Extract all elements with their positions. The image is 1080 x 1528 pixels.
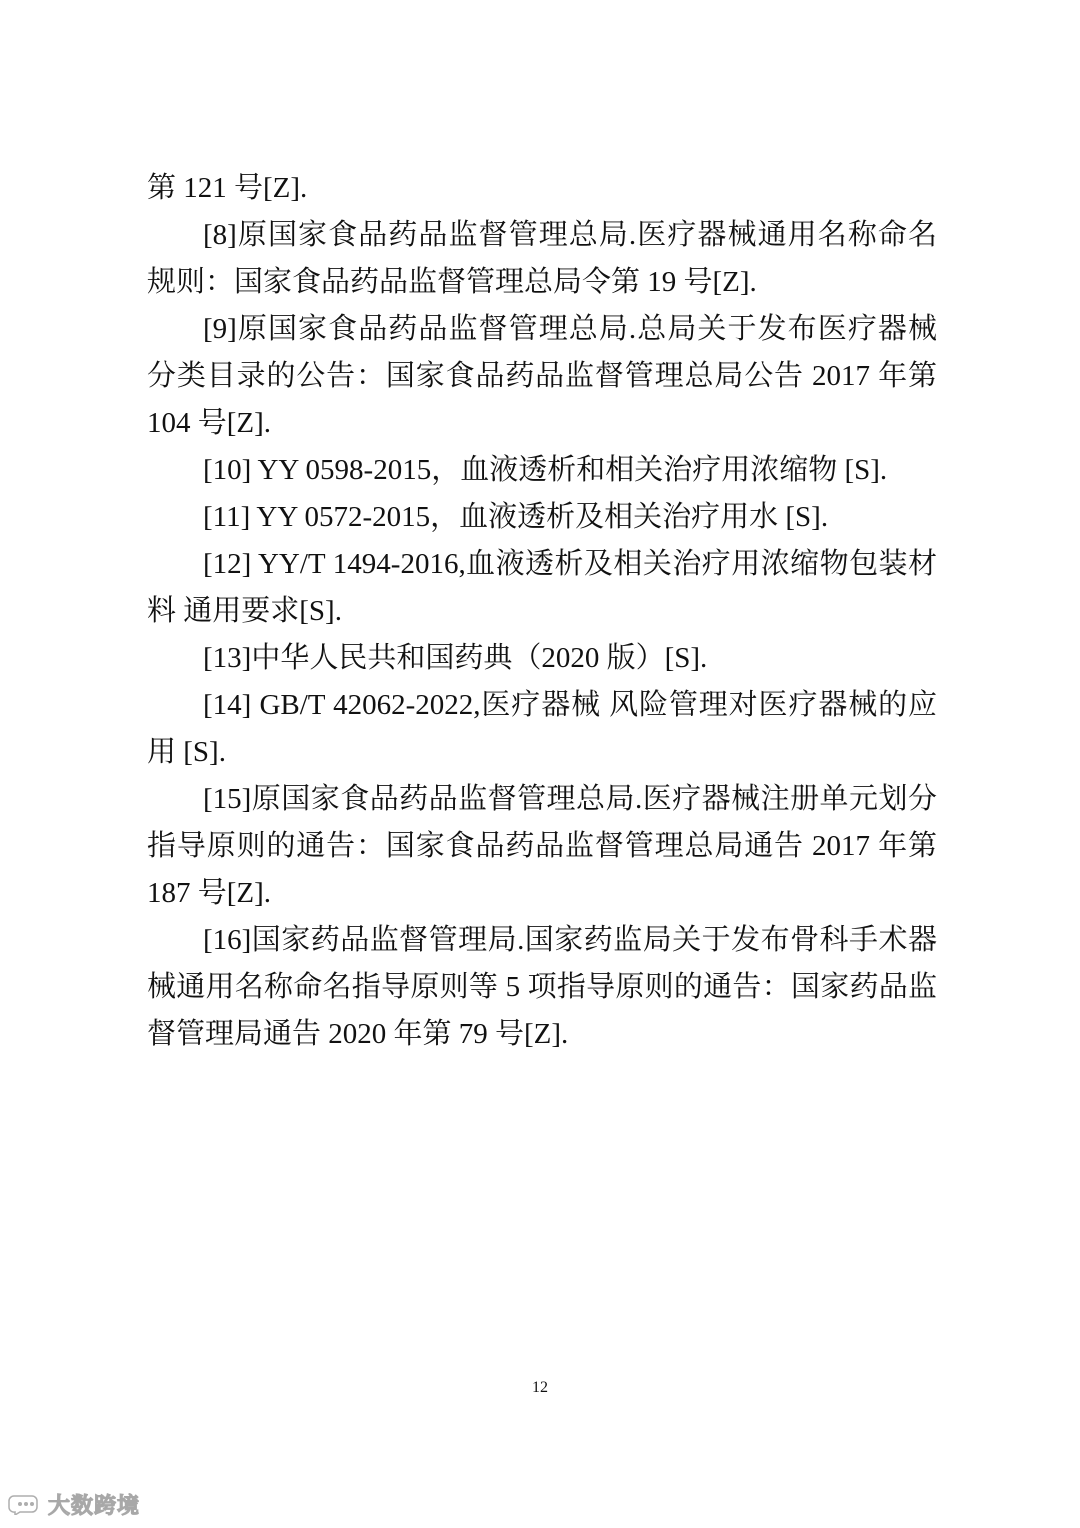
page-number: 12 <box>532 1379 548 1396</box>
reference-line: [12] YY/T 1494-2016,血液透析及相关治疗用浓缩物包装材 <box>203 548 937 580</box>
reference-line: [14] GB/T 42062-2022,医疗器械 风险管理对医疗器械的应 <box>203 689 937 721</box>
reference-line: [15]原国家食品药品监督管理总局.医疗器械注册单元划分 <box>203 783 937 815</box>
reference-line: [9]原国家食品药品监督管理总局.总局关于发布医疗器械 <box>203 313 937 345</box>
reference-line: 187 号[Z]. <box>147 877 272 909</box>
reference-line: 用 [S]. <box>147 736 226 768</box>
reference-line: [11] YY 0572-2015，血液透析及相关治疗用水 [S]. <box>203 501 829 533</box>
reference-line: [16]国家药品监督管理局.国家药监局关于发布骨科手术器 <box>203 924 937 956</box>
watermark <box>8 1490 140 1518</box>
reference-line: 104 号[Z]. <box>147 407 272 439</box>
reference-line: [13]中华人民共和国药典（2020 版）[S]. <box>203 642 708 674</box>
reference-line: 械通用名称命名指导原则等 5 项指导原则的通告：国家药品监 <box>147 971 937 1003</box>
reference-line: 料 通用要求[S]. <box>147 595 342 627</box>
reference-line: [10] YY 0598-2015，血液透析和相关治疗用浓缩物 [S]. <box>203 454 888 486</box>
reference-line: 第 121 号[Z]. <box>147 172 308 204</box>
reference-line: 指导原则的通告：国家食品药品监督管理总局通告 2017 年第 <box>147 830 937 862</box>
watermark-text: 大数跨境 <box>48 1493 141 1519</box>
reference-line: 督管理局通告 2020 年第 79 号[Z]. <box>147 1018 569 1050</box>
chat-bubble-logo-icon <box>8 1493 42 1515</box>
reference-line: [8]原国家食品药品监督管理总局.医疗器械通用名称命名 <box>203 219 937 251</box>
reference-line: 规则：国家食品药品监督管理总局令第 19 号[Z]. <box>147 266 757 298</box>
reference-line: 分类目录的公告：国家食品药品监督管理总局公告 2017 年第 <box>147 360 937 392</box>
